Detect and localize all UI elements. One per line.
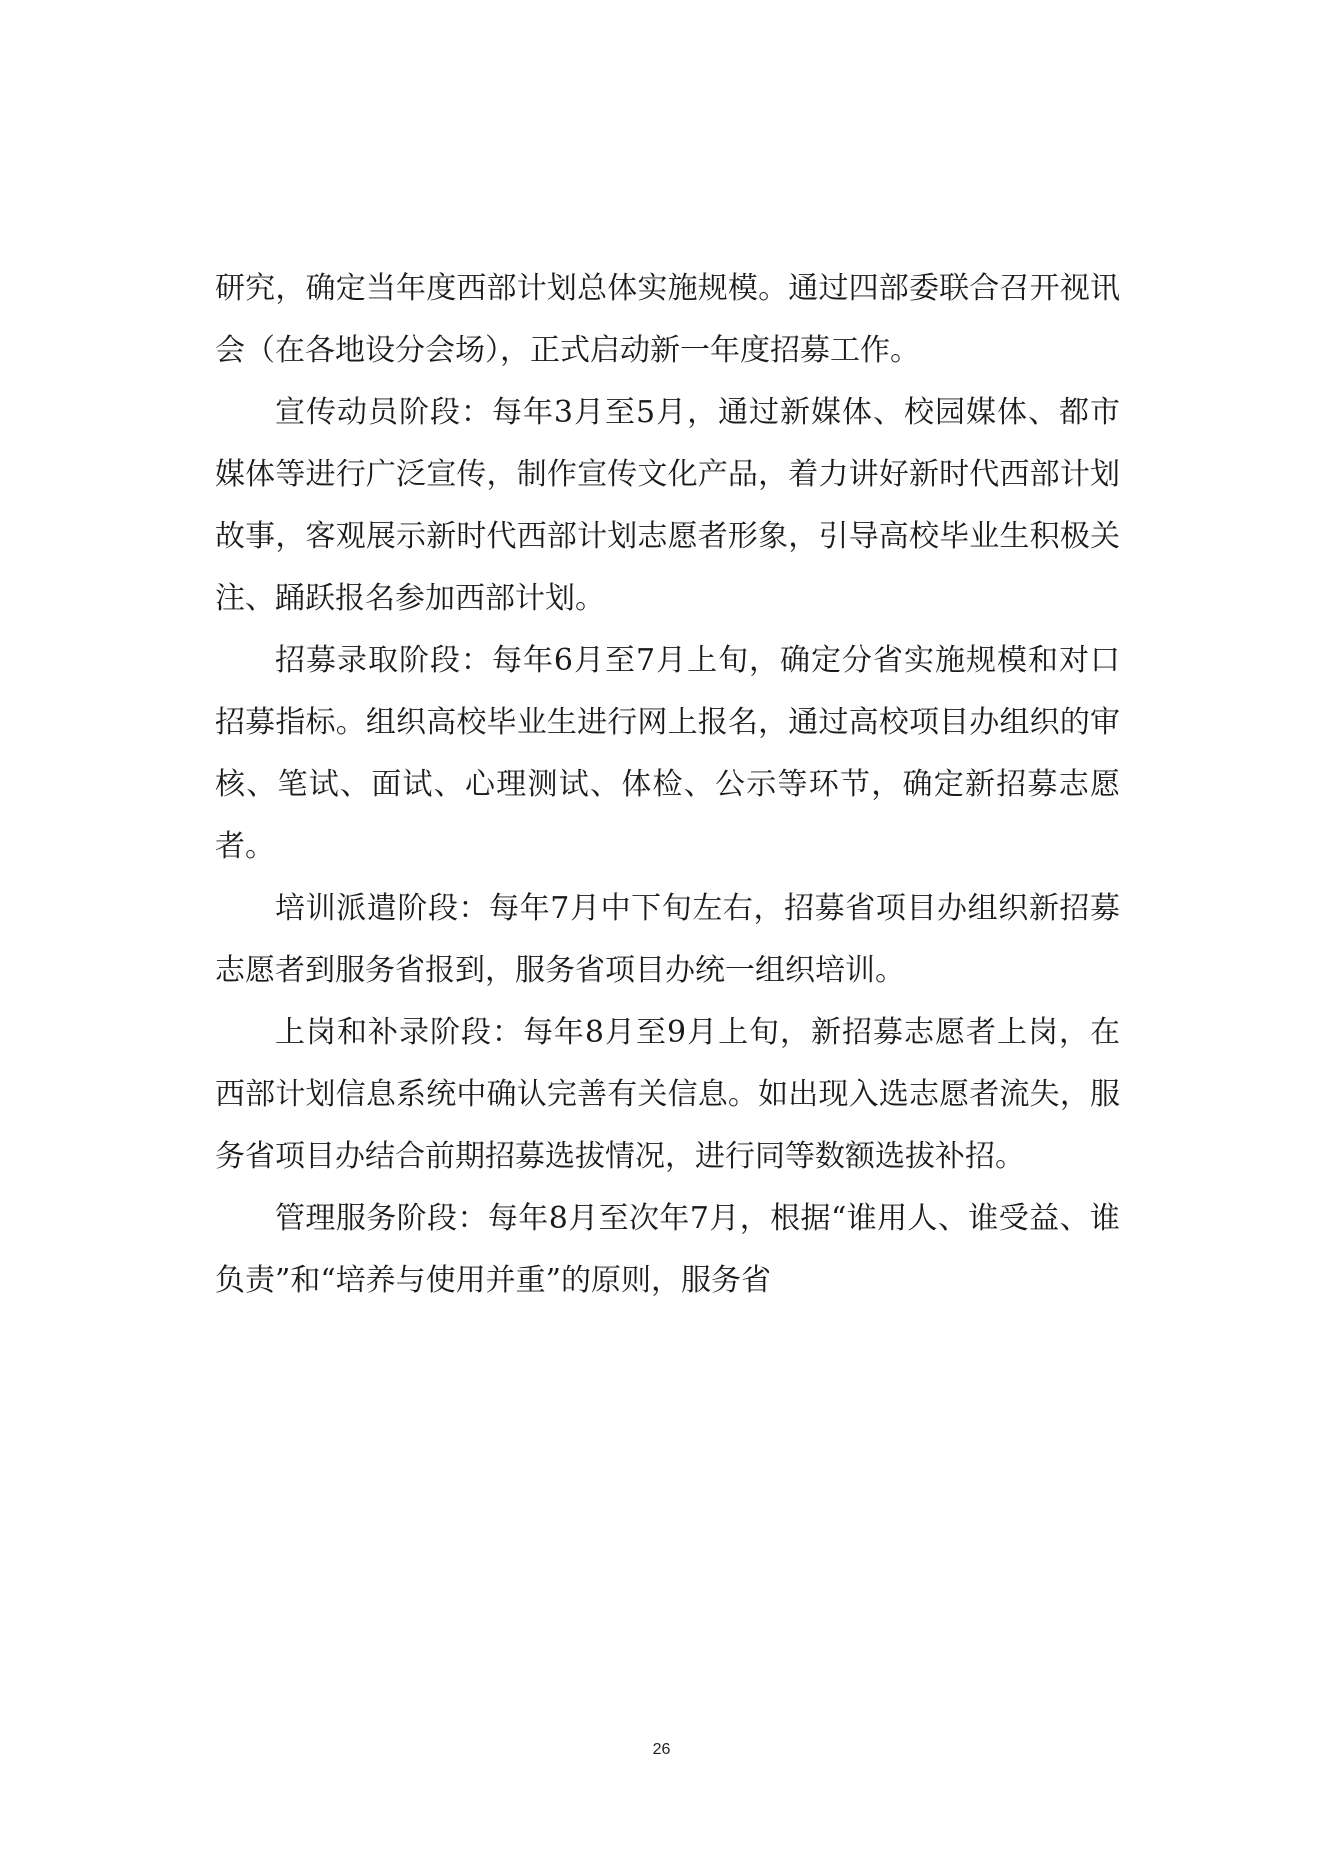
body-text [215, 258, 1120, 1312]
paragraph-continuation: 研究，确定当年度西部计划总体实施规模。通过四部委联合召开视讯会（在各地设分会场），正式启动新一年度招募工作。 [215, 271, 1120, 368]
paragraph-onboarding-supplement-stage: 上岗和补录阶段：每年8月至9月上旬，新招募志愿者上岗，在西部计划信息系统中确认完善有关信息。如出现入选志愿者流失，服务省项目办结合前期招募选拔情况，进行同等数额选拔补招。 [215, 1015, 1120, 1174]
paragraph-training-dispatch-stage: 培训派遣阶段：每年7月中下旬左右，招募省项目办组织新招募志愿者到服务省报到，服务省项目办统一组织培训。 [215, 891, 1120, 988]
paragraph-management-service-stage: 管理服务阶段：每年8月至次年7月，根据“谁用人、谁受益、谁负责”和“培养与使用并重”的原则，服务省 [215, 1201, 1120, 1298]
page-number: 26 [652, 1741, 671, 1758]
paragraph-recruitment-stage: 招募录取阶段：每年6月至7月上旬，确定分省实施规模和对口招募指标。组织高校毕业生进行网上报名，通过高校项目办组织的审核、笔试、面试、心理测试、体检、公示等环节，确定新招募志愿者。 [215, 643, 1120, 864]
paragraph-publicity-stage: 宣传动员阶段：每年3月至5月，通过新媒体、校园媒体、都市媒体等进行广泛宣传，制作宣传文化产品，着力讲好新时代西部计划故事，客观展示新时代西部计划志愿者形象，引导高校毕业生积极关注、踊跃报名参加西部计划。 [215, 395, 1120, 616]
